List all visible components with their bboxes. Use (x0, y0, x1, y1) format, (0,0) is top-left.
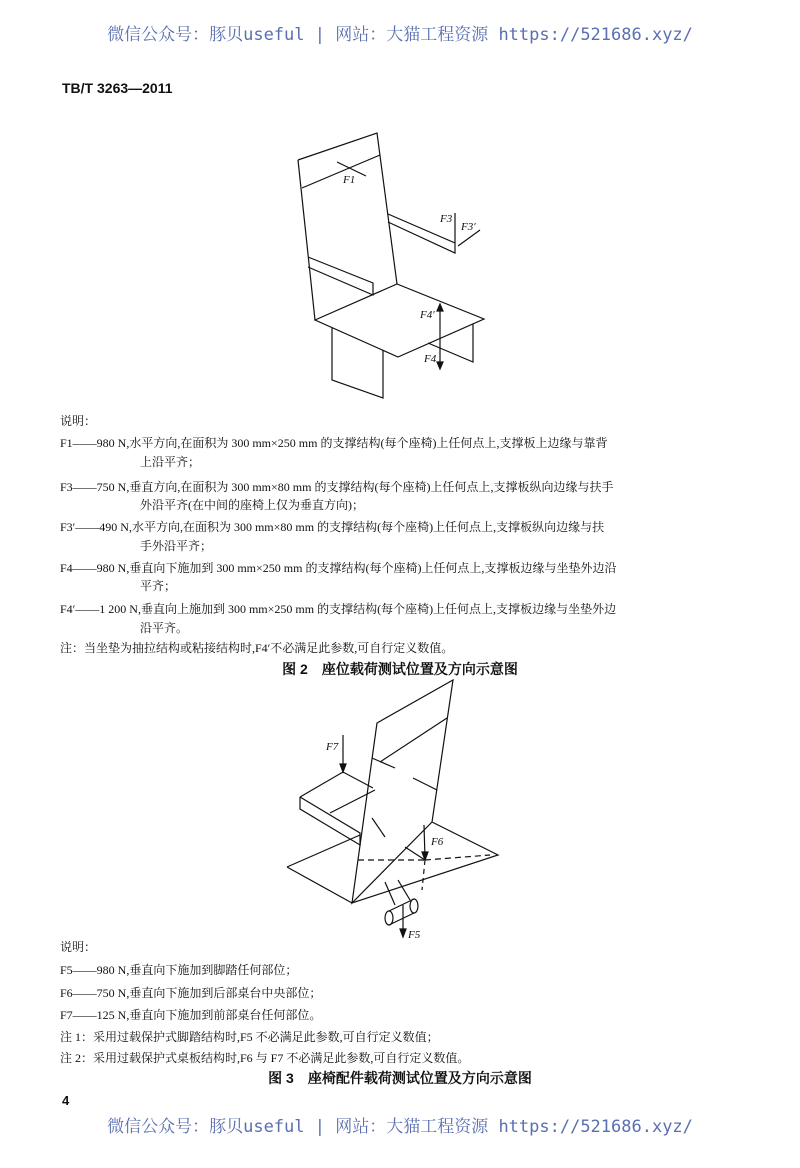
label-f4: F4 (424, 353, 437, 365)
legend-line: F6——750 N,垂直向下施加到后部桌台中央部位； (60, 986, 322, 1000)
label-f5: F5 (408, 929, 421, 941)
legend-line: 平齐； (140, 579, 177, 593)
label-f3-prime: F3′ (461, 221, 476, 233)
page-number: 4 (62, 1093, 70, 1108)
seat-accessory-diagram (287, 680, 498, 937)
figure-3-note-1: 注 1：采用过载保护式脚踏结构时,F5 不必满足此参数,可自行定义数值； (60, 1030, 439, 1044)
figure-2-caption: 图 2 座位载荷测试位置及方向示意图 (282, 661, 518, 677)
figure-3-legend-title: 说明： (60, 940, 97, 954)
legend-line: 沿平齐。 (140, 621, 189, 635)
standard-number: TB/T 3263—2011 (62, 80, 173, 96)
label-f1: F1 (343, 174, 356, 186)
legend-line: F4′——1 200 N,垂直向上施加到 300 mm×250 mm 的支撑结构(每个座椅)上任何点上,支撑板边缘与坐垫外边 (60, 602, 617, 616)
legend-line: 上沿平齐； (140, 455, 201, 469)
legend-line: F3′——490 N,水平方向,在面积为 300 mm×80 mm 的支撑结构(每个座椅)上任何点上,支撑板纵向边缘与扶 (60, 520, 605, 534)
watermark-bottom: 微信公众号：豚贝useful | 网站：大猫工程资源 https://521686.xyz/ (107, 1117, 693, 1137)
figure-2-legend-title: 说明： (60, 414, 97, 428)
legend-line: F3——750 N,垂直方向,在面积为 300 mm×80 mm 的支撑结构(每个座椅)上任何点上,支撑板纵向边缘与扶手 (60, 480, 614, 494)
watermark-top: 微信公众号：豚贝useful | 网站：大猫工程资源 https://521686.xyz/ (107, 25, 693, 45)
label-f3: F3 (440, 213, 453, 225)
legend-line: 手外沿平齐； (140, 539, 213, 553)
legend-line: F1——980 N,水平方向,在面积为 300 mm×250 mm 的支撑结构(每个座椅)上任何点上,支撑板上边缘与靠背 (60, 436, 608, 450)
figure-3-caption: 图 3 座椅配件载荷测试位置及方向示意图 (268, 1070, 532, 1086)
label-f6: F6 (431, 836, 444, 848)
legend-line: F7——125 N,垂直向下施加到前部桌台任何部位。 (60, 1008, 322, 1022)
legend-line: F4——980 N,垂直向下施加到 300 mm×250 mm 的支撑结构(每个座椅)上任何点上,支撑板边缘与坐垫外边沿 (60, 561, 617, 575)
legend-line: F5——980 N,垂直向下施加到脚踏任何部位； (60, 963, 298, 977)
seat-diagram (298, 133, 484, 398)
figure-2-note: 注：当坐垫为抽拉结构或粘接结构时,F4′不必满足此参数,可自行定义数值。 (60, 641, 454, 655)
label-f4-prime: F4′ (420, 309, 435, 321)
legend-line: 外沿平齐(在中间的座椅上仅为垂直方向)； (140, 498, 364, 512)
label-f7: F7 (326, 741, 339, 753)
figure-3-note-2: 注 2：采用过载保护式桌板结构时,F6 与 F7 不必满足此参数,可自行定义数值。 (60, 1051, 470, 1065)
